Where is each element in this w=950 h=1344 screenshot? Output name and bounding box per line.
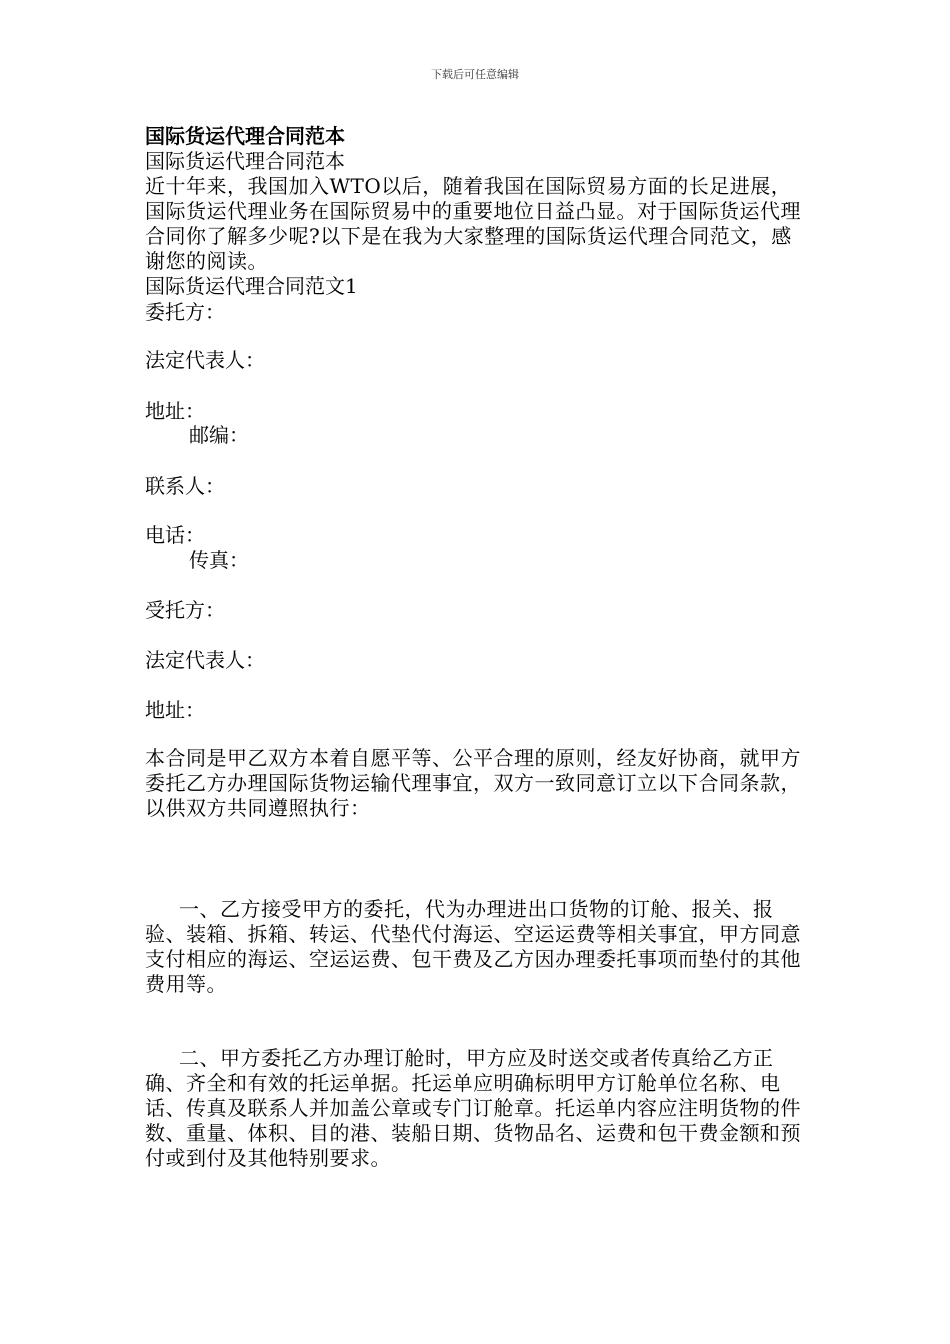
client-label: 委托方： xyxy=(145,300,225,324)
document-subtitle: 国际货运代理合同范本 xyxy=(145,149,345,173)
client-postcode-label: 邮编： xyxy=(189,423,249,447)
client-phone-label: 电话： xyxy=(145,523,205,547)
client-address-label: 地址： xyxy=(145,399,205,423)
agent-rep-label: 法定代表人： xyxy=(145,648,265,672)
clause-2-paragraph: 二、甲方委托乙方办理订舱时，甲方应及时送交或者传真给乙方正确、齐全和有效的托运单据。托运单应明确标明甲方订舱单位名称、电话、传真及联系人并加盖公章或专门订舱章。托运单内容应注明货物的件数、重量、体积、目的港、装船日期、货物品名、运费和包干费金额和预付或到付及其他特别要求。 xyxy=(145,1046,801,1170)
intro-paragraph: 近十年来，我国加入WTO以后，随着我国在国际贸易方面的长足进展，国际货运代理业务在国际贸易中的重要地位日益凸显。对于国际货运代理合同你了解多少呢?以下是在我为大家整理的国际货运代理合同范文，感谢您的阅读。 xyxy=(145,174,801,273)
agent-address-label: 地址： xyxy=(145,698,205,722)
client-fax-label: 传真： xyxy=(189,548,249,572)
section-title: 国际货运代理合同范文1 xyxy=(145,274,358,298)
client-rep-label: 法定代表人： xyxy=(145,348,265,372)
download-note: 下载后可任意编辑 xyxy=(431,68,519,81)
document-title: 国际货运代理合同范本 xyxy=(145,124,345,148)
preamble-paragraph: 本合同是甲乙双方本着自愿平等、公平合理的原则，经友好协商，就甲方委托乙方办理国际货物运输代理事宜，双方一致同意订立以下合同条款，以供双方共同遵照执行： xyxy=(145,746,801,820)
client-contact-label: 联系人： xyxy=(145,474,225,498)
agent-label: 受托方： xyxy=(145,598,225,622)
clause-1-paragraph: 一、乙方接受甲方的委托，代为办理进出口货物的订舱、报关、报验、装箱、拆箱、转运、代垫代付海运、空运运费等相关事宜，甲方同意支付相应的海运、空运运费、包干费及乙方因办理委托事项而垫付的其他费用等。 xyxy=(145,897,801,996)
